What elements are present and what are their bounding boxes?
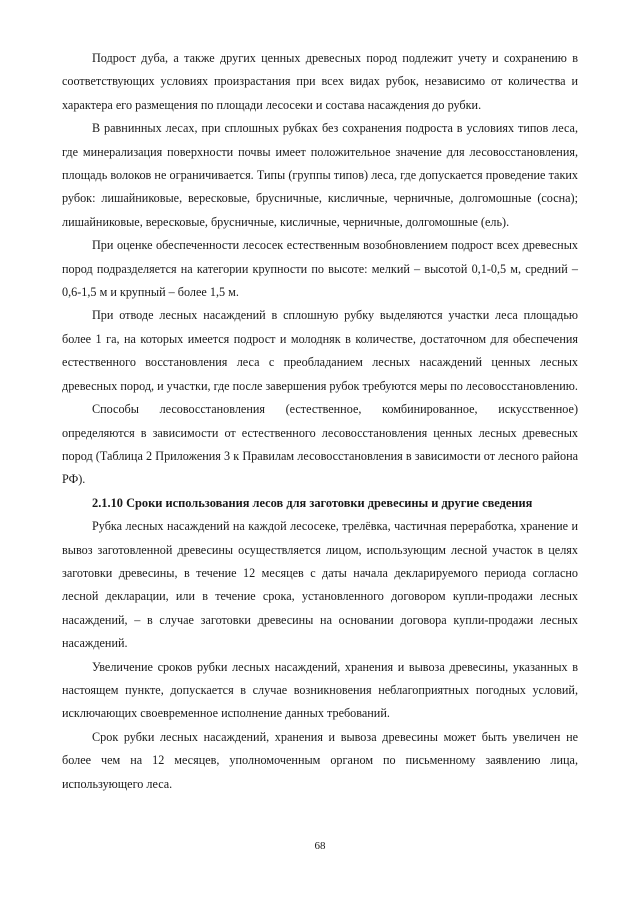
- paragraph-felling-period: Рубка лесных насаждений на каждой лесосеке, трелёвка, частичная переработка, хранение и вывоз заготовленной древесины осуществляется лицом, использующим лесной участок в целях заготовки древесины, в течение 12 месяцев с даты начала декларируемого периода согласно лесной декларации, или в течение срока, установленного договором купли-продажи лесных насаждений, – в случае заготовки древесины на основании договора купли-продажи лесных насаждений.: [62, 519, 578, 651]
- page-number: 68: [314, 840, 326, 852]
- paragraph-clear-cut-allotment: При отводе лесных насаждений в сплошную рубку выделяются участки леса площадью более 1 га, на которых имеется подрост и молодняк в количестве, достаточном для обеспечения естественного восстановления леса с преобладанием лесных насаждений ценных лесных древесных пород, и участки, где после завершения рубок требуются меры по лесовосстановлению.: [62, 308, 578, 393]
- paragraph-term-extension-conditions: Увеличение сроков рубки лесных насаждений, хранения и вывоза древесины, указанных в настоящем пункте, допускается в случае возникновения неблагоприятных погодных условий, исключающих своевременное исполнение данных требований.: [62, 659, 578, 721]
- section-heading: 2.1.10 Сроки использования лесов для заготовки древесины и другие сведения: [92, 495, 533, 510]
- paragraph-undergrowth-size-categories: При оценке обеспеченности лесосек естественным возобновлением подрост всех древесных пород подразделяется на категории крупности по высоте: мелкий – высотой 0,1-0,5 м, средний – 0,6-1,5 м и крупный – более 1,5 м.: [62, 238, 578, 300]
- paragraph-reforestation-methods: Способы лесовосстановления (естественное, комбинированное, искусственное) определяются в зависимости от естественного лесовосстановления ценных лесных древесных пород (Таблица 2 Приложения 3 к Правилам лесовосстановления в зависимости от лесного района РФ).: [62, 402, 578, 487]
- paragraph-plain-forests: В равнинных лесах, при сплошных рубках без сохранения подроста в условиях типов леса, где минерализация поверхности почвы имеет положительное значение для лесовосстановления, площадь волоков не ограничивается. Типы (группы типов) леса, где допускается проведение таких рубок: лишайниковые, вересковые, брусничные, кисличные, черничные, долгомошные (сосна); лишайниковые, вересковые, брусничные, кисличные, черничные, долгомошные (ель).: [62, 121, 578, 229]
- paragraph-term-extension-limit: Срок рубки лесных насаждений, хранения и вывоза древесины может быть увеличен не более чем на 12 месяцев, уполномоченным органом по письменному заявлению лица, использующего леса.: [62, 729, 578, 791]
- paragraph-oak-undergrowth: Подрост дуба, а также других ценных древесных пород подлежит учету и сохранению в соответствующих условиях произрастания при всех видах рубок, независимо от количества и характера его размещения по площади лесосеки и состава насаждения до рубки.: [62, 51, 578, 112]
